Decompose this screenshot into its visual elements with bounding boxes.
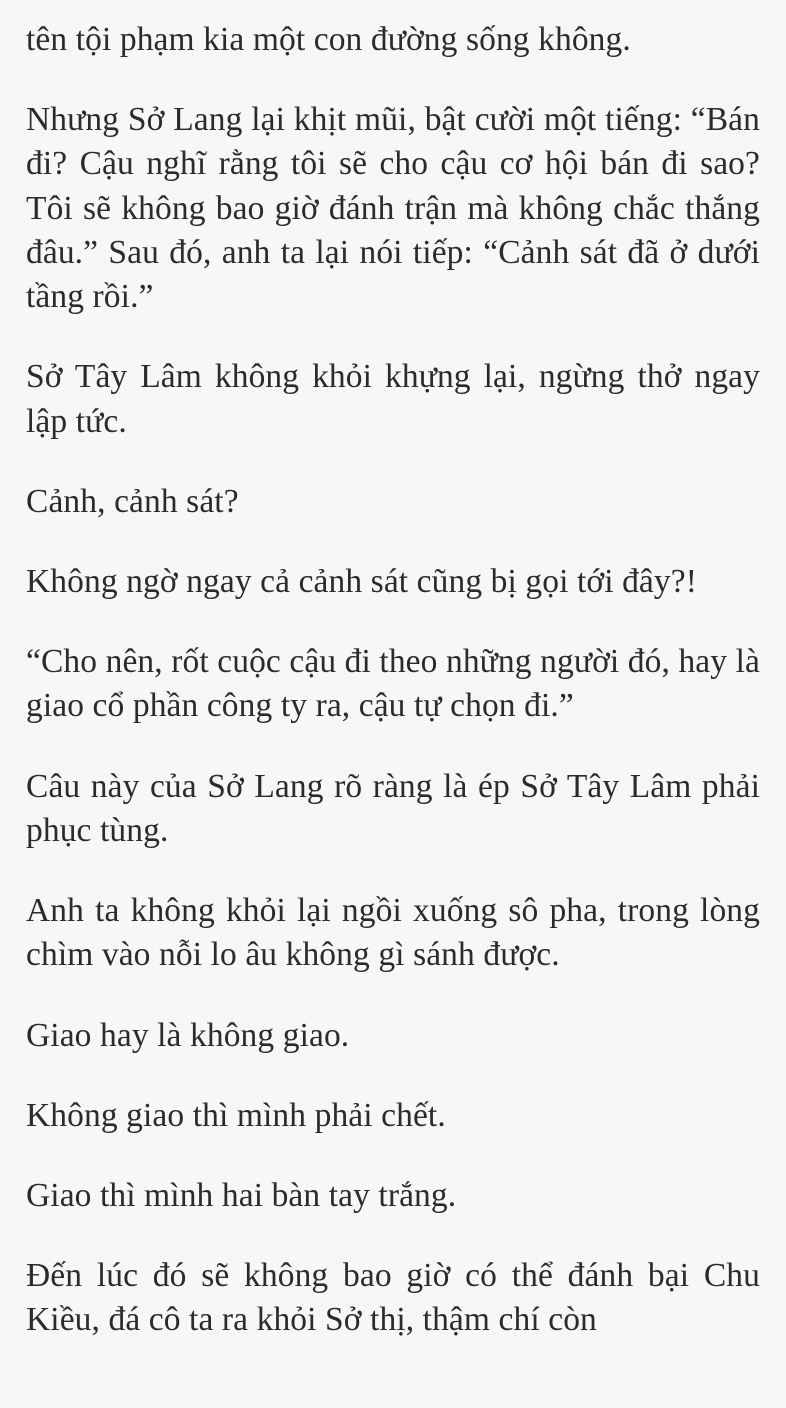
paragraph: Anh ta không khỏi lại ngồi xuống sô pha, trong lòng chìm vào nỗi lo âu không gì sánh được. <box>26 892 760 974</box>
paragraph: Đến lúc đó sẽ không bao giờ có thể đánh bại Chu Kiều, đá cô ta ra khỏi Sở thị, thậm chí còn <box>26 1257 760 1339</box>
paragraph: Cảnh, cảnh sát? <box>26 482 239 520</box>
paragraph: tên tội phạm kia một con đường sống không. <box>26 21 631 58</box>
paragraph: Sở Tây Lâm không khỏi khựng lại, ngừng thở ngay lập tức. <box>26 358 760 440</box>
paragraph: Nhưng Sở Lang lại khịt mũi, bật cười một tiếng: “Bán đi? Cậu nghĩ rằng tôi sẽ cho cậu cơ hội bán đi sao? Tôi sẽ không bao giờ đánh trận mà không chắc thắng đâu.” Sau đó, anh ta lại nói tiếp: “Cảnh sát đã ở dưới tầng rồi.” <box>26 101 760 316</box>
paragraph: Câu này của Sở Lang rõ ràng là ép Sở Tây Lâm phải phục tùng. <box>26 767 760 849</box>
paragraph: “Cho nên, rốt cuộc cậu đi theo những người đó, hay là giao cổ phần công ty ra, cậu tự chọn đi.” <box>26 643 760 725</box>
paragraph: Không ngờ ngay cả cảnh sát cũng bị gọi tới đây?! <box>26 562 697 600</box>
paragraph: Không giao thì mình phải chết. <box>26 1096 446 1134</box>
paragraph: Giao hay là không giao. <box>26 1016 350 1054</box>
paragraph: Giao thì mình hai bàn tay trắng. <box>26 1176 457 1214</box>
